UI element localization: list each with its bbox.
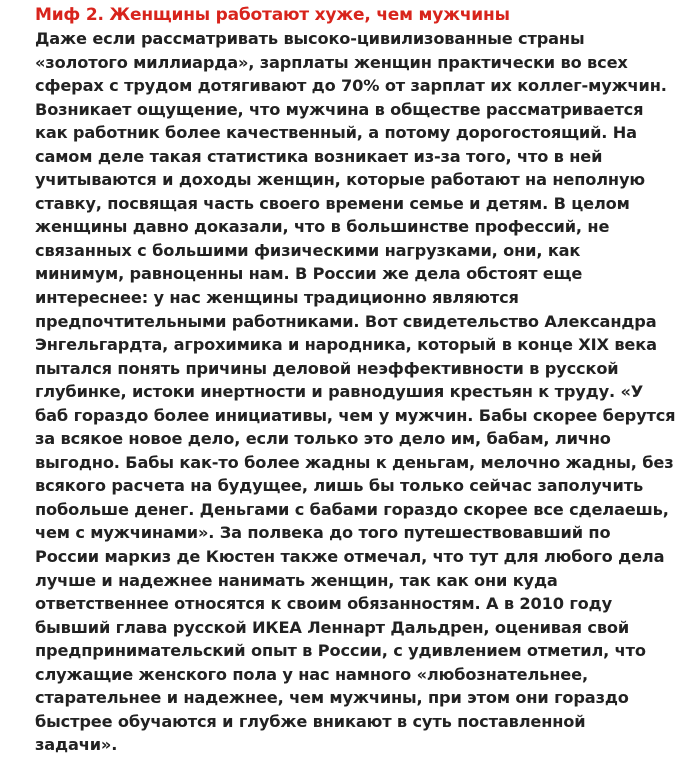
text-line: предпочтительными работниками. Вот свидетельство Александра <box>35 311 657 331</box>
text-line: учитываются и доходы женщин, которые работают на неполную <box>35 170 645 190</box>
text-line: пытался понять причины деловой неэффективности в русской <box>35 358 619 378</box>
text-line: минимум, равноценны нам. В России же дела обстоят еще <box>35 264 583 284</box>
text-line: быстрее обучаются и глубже вникают в суть поставленной <box>35 711 586 731</box>
text-line: ставку, посвящая часть своего времени семье и детям. В целом <box>35 193 630 213</box>
text-line: России маркиз де Кюстен также отмечал, что тут для любого дела <box>35 547 665 567</box>
text-line: связанных с большими физическими нагрузками, они, как <box>35 240 581 260</box>
text-line: интереснее: у нас женщины традиционно являются <box>35 288 519 308</box>
text-line: глубинке, истоки инертности и равнодушия крестьян к труду. «У <box>35 382 644 402</box>
text-line: баб гораздо более инициативы, чем у мужчин. Бабы скорее берутся <box>35 405 676 425</box>
text-line: за всякое новое дело, если только это дело им, бабам, лично <box>35 429 611 449</box>
article-body <box>35 27 687 757</box>
text-line: всякого расчета на будущее, лишь бы только сейчас заполучить <box>35 476 644 496</box>
text-line: сферах с трудом дотягивают до 70% от зарплат их коллег-мужчин. <box>35 76 667 96</box>
text-line: Энгельгардта, агрохимика и народника, который в конце XIX века <box>35 335 657 355</box>
text-line: как работник более качественный, а потому дорогостоящий. На <box>35 123 637 143</box>
text-line: ответственнее относятся к своим обязанностям. А в 2010 году <box>35 594 612 614</box>
text-line: задачи». <box>35 735 118 755</box>
text-line: чем с мужчинами». За полвека до того путешествовавший по <box>35 523 611 543</box>
text-line: лучше и надежнее нанимать женщин, так как они куда <box>35 570 558 590</box>
text-line: самом деле такая статистика возникает из-за того, что в ней <box>35 146 603 166</box>
text-line: Даже если рассматривать высоко-цивилизованные страны <box>35 29 585 48</box>
text-line: служащие женского пола у нас намного «любознательнее, <box>35 664 588 684</box>
text-line: побольше денег. Деньгами с бабами гораздо скорее все сделаешь, <box>35 499 669 519</box>
text-line: Возникает ощущение, что мужчина в обществе рассматривается <box>35 99 644 119</box>
text-line: выгодно. Бабы как-то более жадны к деньгам, мелочно жадны, без <box>35 452 674 472</box>
text-line: «золотого миллиарда», зарплаты женщин практически во всех <box>35 52 628 72</box>
text-line: женщины давно доказали, что в большинстве профессий, не <box>35 217 610 237</box>
text-line: бывший глава русской ИКЕА Леннарт Дальдрен, оценивая свой <box>35 617 630 637</box>
article-title: Миф 2. Женщины работают хуже, чем мужчины <box>35 5 510 25</box>
text-line: старательнее и надежнее, чем мужчины, при этом они гораздо <box>35 688 629 708</box>
article <box>35 3 687 757</box>
text-line: предпринимательский опыт в России, с удивлением отметил, что <box>35 641 646 661</box>
